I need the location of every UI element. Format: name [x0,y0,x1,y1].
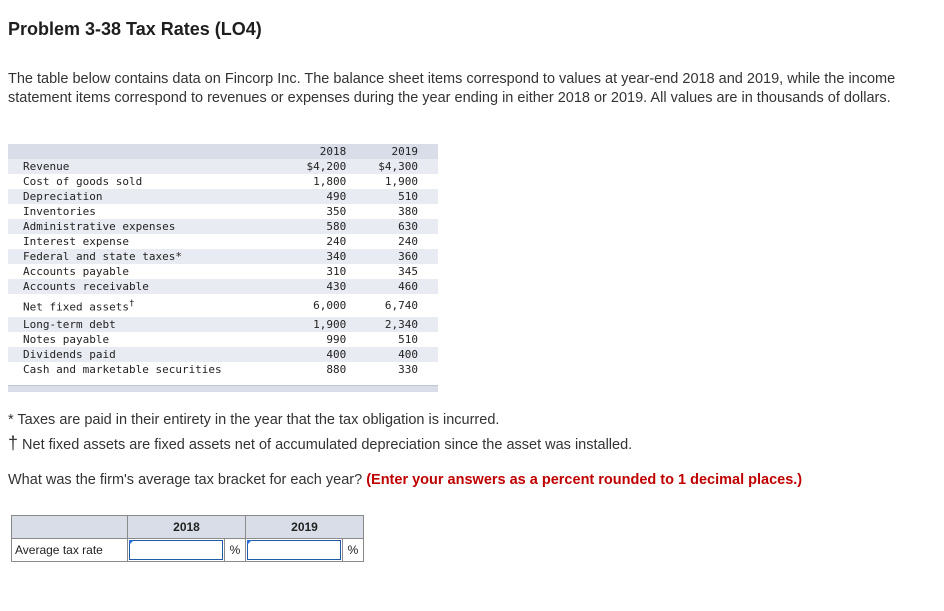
answer-header-row [12,516,364,539]
financial-data-table [8,144,438,392]
value-2019: 380 [398,205,418,218]
answer-col-2019: 2019 [246,516,364,539]
value-2019: 6,740 [384,298,418,312]
answer-table [11,515,364,562]
value-2018: $4,200 [272,159,352,174]
value-2018: 990 [326,332,347,346]
answer-col-2018: 2018 [128,516,246,539]
table-row [8,249,438,264]
table-header-row [8,144,438,159]
table-row [8,279,438,294]
dagger-mark: † [128,298,135,309]
value-2018: 1,900 [272,317,352,332]
table-row [8,264,438,279]
row-label: Cash and marketable securities [23,362,222,376]
row-label: Accounts receivable [8,279,272,294]
value-2019: 510 [398,332,418,346]
table-footer-bar [8,385,438,392]
value-2019: 345 [398,265,418,278]
table-row [8,189,438,204]
value-2019: 330 [398,362,418,376]
percent-unit: % [343,539,364,562]
footnote-taxes: * Taxes are paid in their entirety in the year that the tax obligation is incurred. [8,412,500,428]
value-2018: 430 [272,279,352,294]
footnote-net-fixed-assets: † Net fixed assets are fixed assets net of accumulated depreciation since the asset was installed. [8,433,633,453]
table-row [8,159,438,174]
value-2019: 240 [398,235,418,248]
value-2019: 360 [352,249,438,264]
row-label: Depreciation [8,189,272,204]
value-2018: 400 [272,347,352,362]
percent-unit: % [225,539,246,562]
input-flag-icon [129,540,134,545]
table-row [8,362,438,377]
dagger-mark: † [8,433,19,453]
average-tax-rate-2019-input[interactable] [247,540,341,560]
value-2018: 580 [272,219,352,234]
answer-instructions: (Enter your answers as a percent rounded to 1 decimal places.) [366,472,803,488]
table-row [8,294,438,317]
value-2018: 490 [272,189,352,204]
table-row [8,317,438,332]
row-label: Interest expense [23,235,129,248]
table-row [8,204,438,219]
value-2019: 460 [352,279,438,294]
table-row [8,219,438,234]
value-2018: 310 [326,265,347,278]
value-2018: 350 [326,205,347,218]
page-title: Problem 3-38 Tax Rates (LO4) [8,19,262,39]
value-2019: 1,900 [384,175,418,188]
row-label: Dividends paid [8,347,272,362]
row-label: Inventories [23,205,96,218]
value-2018: 240 [326,235,347,248]
row-label: Net fixed assets [23,300,129,314]
value-2018: 6,000 [313,298,347,312]
value-2018: 880 [326,362,347,376]
row-label: Revenue [8,159,272,174]
row-label: Notes payable [23,332,110,346]
answer-row [12,539,364,562]
year-header-2018: 2018 [272,144,352,159]
table-row [8,234,438,249]
row-label: Federal and state taxes* [8,249,272,264]
table-row [8,347,438,362]
value-2019: 510 [352,189,438,204]
row-label: Long-term debt [8,317,272,332]
row-label: Administrative expenses [8,219,272,234]
question-text: What was the firm's average tax bracket for each year? (Enter your answers as a percent rounded to 1 decimal places.) [8,472,803,488]
row-label: Accounts payable [23,265,129,278]
intro-paragraph: The table below contains data on Fincorp Inc. The balance sheet items correspond to values at year-end 2018 and 2019, while the income statement items correspond to revenues or expenses during the year ending in either 2018 or 2019. All values are in thousands of dollars. [8,71,896,106]
table-row [8,174,438,189]
row-label: Cost of goods sold [23,175,143,188]
asterisk-mark: * [8,412,14,428]
input-flag-icon [247,540,252,545]
value-2019: $4,300 [352,159,438,174]
value-2018: 340 [272,249,352,264]
average-tax-rate-label: Average tax rate [12,539,128,562]
value-2019: 400 [352,347,438,362]
table-row [8,332,438,347]
value-2018: 1,800 [313,175,347,188]
value-2019: 630 [352,219,438,234]
year-header-2019: 2019 [352,144,438,159]
average-tax-rate-2018-input[interactable] [129,540,223,560]
value-2019: 2,340 [352,317,438,332]
